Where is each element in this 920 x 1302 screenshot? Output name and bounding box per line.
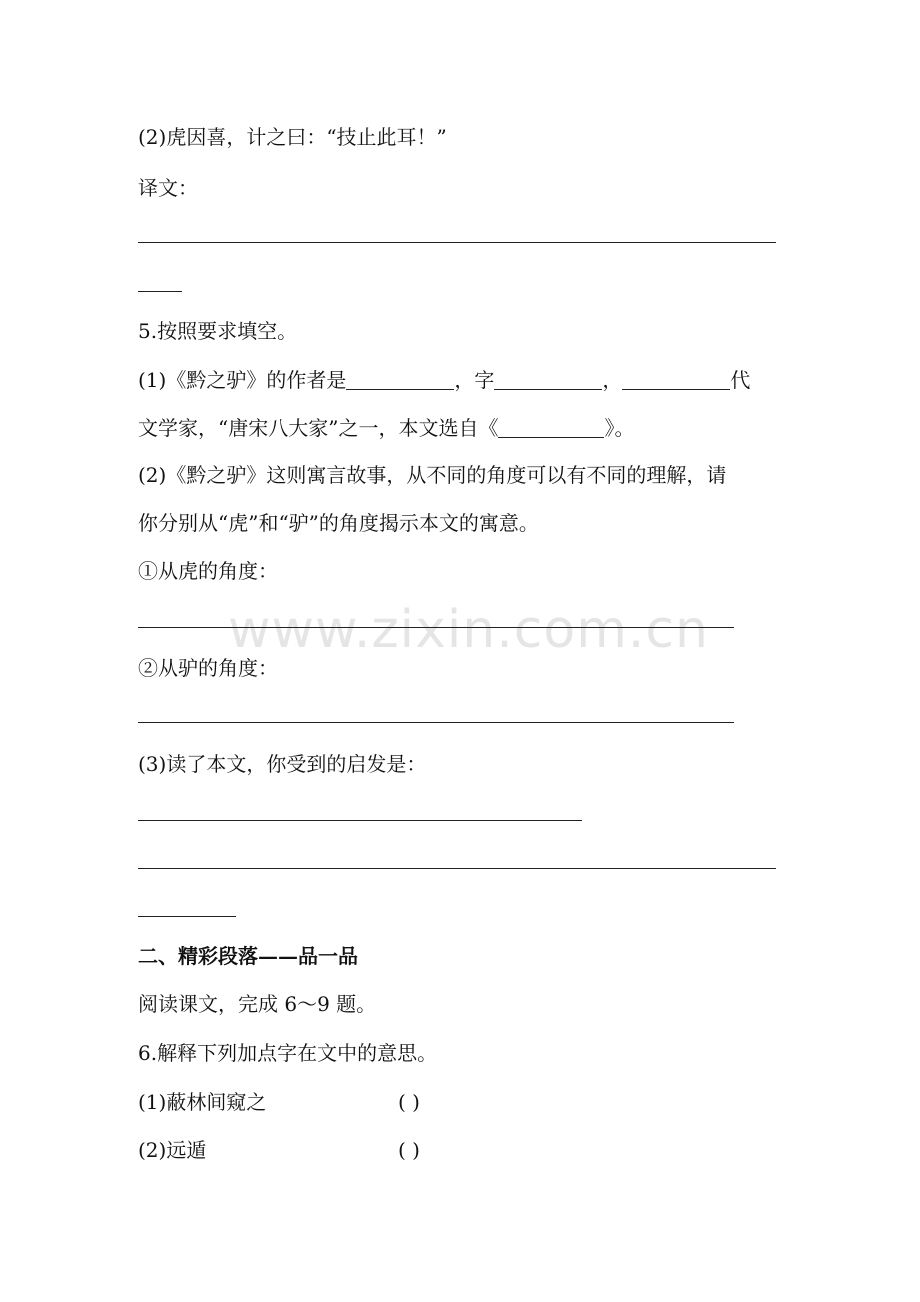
answer-line bbox=[138, 820, 582, 821]
answer-line bbox=[138, 868, 776, 869]
q5-3-label: (3)读了本文，你受到的启发是： bbox=[138, 752, 427, 776]
q5-1-text: (1)《黔之驴》的作者是 bbox=[138, 368, 347, 392]
q5-2-line2: 你分别从“虎”和“驴”的角度揭示本文的寓意。 bbox=[138, 511, 539, 535]
answer-line bbox=[138, 291, 182, 292]
source-blank[interactable] bbox=[498, 417, 604, 438]
watermark: www.zixin.com.cn bbox=[228, 600, 709, 660]
q5-1-line1 bbox=[138, 367, 750, 393]
q6-title: 6.解释下列加点字在文中的意思。 bbox=[138, 1041, 438, 1065]
section-intro: 阅读课文，完成 6～9 题。 bbox=[138, 992, 377, 1016]
answer-line bbox=[138, 627, 734, 628]
answer-line bbox=[138, 242, 776, 243]
q5-1-text: ， bbox=[602, 368, 623, 392]
q5-title: 5.按照要求填空。 bbox=[138, 319, 298, 343]
q5-1-text: 代 bbox=[730, 368, 751, 392]
q4-2-sentence: (2)虎因喜，计之曰：“技止此耳！” bbox=[138, 125, 447, 149]
answer-line bbox=[138, 722, 734, 723]
translation-label: 译文： bbox=[138, 176, 198, 200]
donkey-label: ②从驴的角度： bbox=[138, 656, 278, 680]
dynasty-blank[interactable] bbox=[622, 369, 730, 390]
q5-2-line1: (2)《黔之驴》这则寓言故事，从不同的角度可以有不同的理解，请 bbox=[138, 463, 727, 487]
answer-parentheses: ( ) bbox=[398, 1138, 420, 1162]
courtesy-name-blank[interactable] bbox=[494, 369, 602, 390]
tiger-label: ①从虎的角度： bbox=[138, 559, 278, 583]
author-blank[interactable] bbox=[346, 369, 454, 390]
answer-parentheses: ( ) bbox=[398, 1090, 420, 1114]
q6-item: (1)蔽林间窥之 bbox=[138, 1090, 267, 1114]
q5-1-text: 文学家，“唐宋八大家”之一，本文选自《 bbox=[138, 416, 499, 440]
q6-item: (2)远遁 bbox=[138, 1138, 207, 1162]
answer-line bbox=[138, 916, 236, 917]
q5-1-text: 》。 bbox=[604, 416, 635, 440]
q5-1-line2 bbox=[138, 415, 634, 441]
section-heading: 二、精彩段落——品一品 bbox=[138, 944, 358, 968]
q5-1-text: ，字 bbox=[454, 368, 495, 392]
